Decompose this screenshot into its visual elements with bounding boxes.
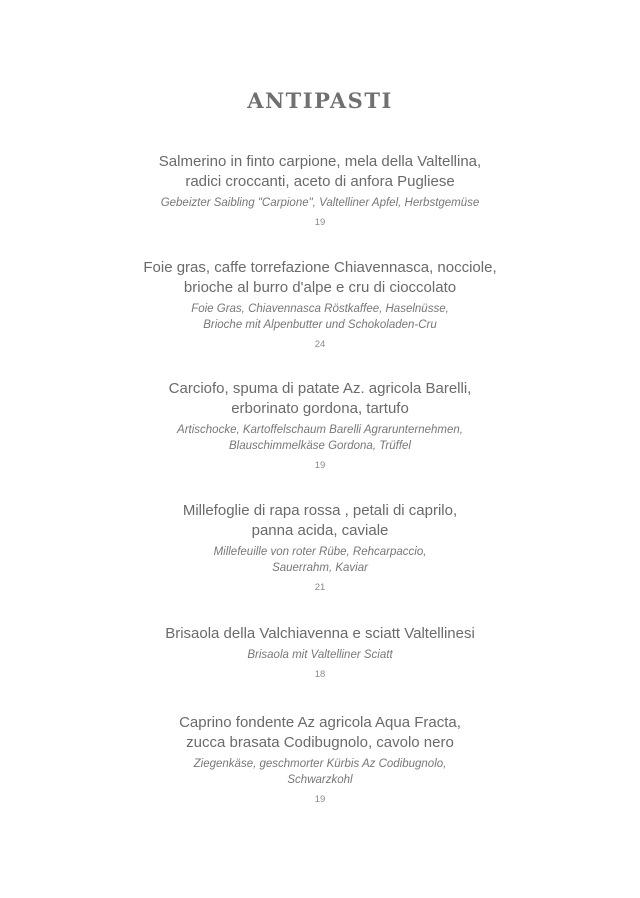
dish-name-line: Salmerino in finto carpione, mela della Valtellina,	[158, 153, 482, 170]
dish-price: 19	[314, 217, 326, 228]
dish-price: 18	[314, 669, 326, 680]
dish-name-german	[40, 544, 600, 576]
dish-translation-line: Brioche mit Alpenbutter und Schokoladen-Cru	[203, 319, 437, 331]
dish-price: 21	[314, 582, 326, 593]
dish-name-line: zucca brasata Codibugnolo, cavolo nero	[186, 734, 454, 751]
dish-name-german	[40, 422, 600, 454]
dish-translation-line: Artischocke, Kartoffelschaum Barelli Agrarunternehmen,	[177, 424, 463, 436]
dish-translation-line: Foie Gras, Chiavennasca Röstkaffee, Haselnüsse,	[191, 303, 449, 315]
dish-name-italian	[40, 501, 600, 541]
dish-name-line: brioche al burro d'alpe e cru di cioccolato	[183, 279, 457, 296]
dish-name-line: Brisaola della Valchiavenna e sciatt Valtellinesi	[165, 625, 475, 642]
dish-translation-line: Ziegenkäse, geschmorter Kürbis Az Codibugnolo,	[193, 758, 447, 770]
dish-translation-line: Schwarzkohl	[287, 774, 353, 786]
menu-item	[40, 258, 600, 351]
dish-name-line: radici croccanti, aceto di anfora Pugliese	[185, 173, 455, 190]
dish-name-german	[40, 301, 600, 333]
menu-item	[40, 624, 600, 681]
dish-name-german	[40, 756, 600, 788]
menu-item	[40, 713, 600, 806]
dish-name-line: Millefoglie di rapa rossa , petali di caprilo,	[182, 502, 458, 519]
dish-price: 19	[314, 460, 326, 471]
dish-name-italian	[40, 379, 600, 419]
dish-name-italian	[40, 624, 600, 644]
dish-name-line: erborinato gordona, tartufo	[231, 400, 409, 417]
dish-price: 19	[314, 794, 326, 805]
menu-item	[40, 379, 600, 472]
menu-item	[40, 152, 600, 229]
dish-name-italian	[40, 713, 600, 753]
dish-translation-line: Gebeizter Saibling "Carpione", Valtelliner Apfel, Herbstgemüse	[160, 197, 480, 209]
dish-name-german	[40, 647, 600, 663]
dish-translation-line: Brisaola mit Valtelliner Sciatt	[247, 649, 393, 661]
dish-name-line: panna acida, caviale	[251, 522, 389, 539]
dish-translation-line: Blauschimmelkäse Gordona, Trüffel	[229, 440, 411, 452]
dish-name-italian	[40, 258, 600, 298]
menu-item	[40, 501, 600, 594]
dish-price: 24	[314, 339, 326, 350]
dish-name-italian	[40, 152, 600, 192]
section-title: ANTIPASTI	[247, 88, 393, 113]
dish-name-german	[40, 195, 600, 211]
dish-name-line: Caprino fondente Az agricola Aqua Fracta,	[179, 714, 461, 731]
dish-translation-line: Sauerrahm, Kaviar	[272, 562, 368, 574]
dish-name-line: Foie gras, caffe torrefazione Chiavennasca, nocciole,	[143, 259, 497, 276]
dish-translation-line: Millefeuille von roter Rübe, Rehcarpaccio,	[213, 546, 427, 558]
dish-name-line: Carciofo, spuma di patate Az. agricola Barelli,	[168, 380, 472, 397]
